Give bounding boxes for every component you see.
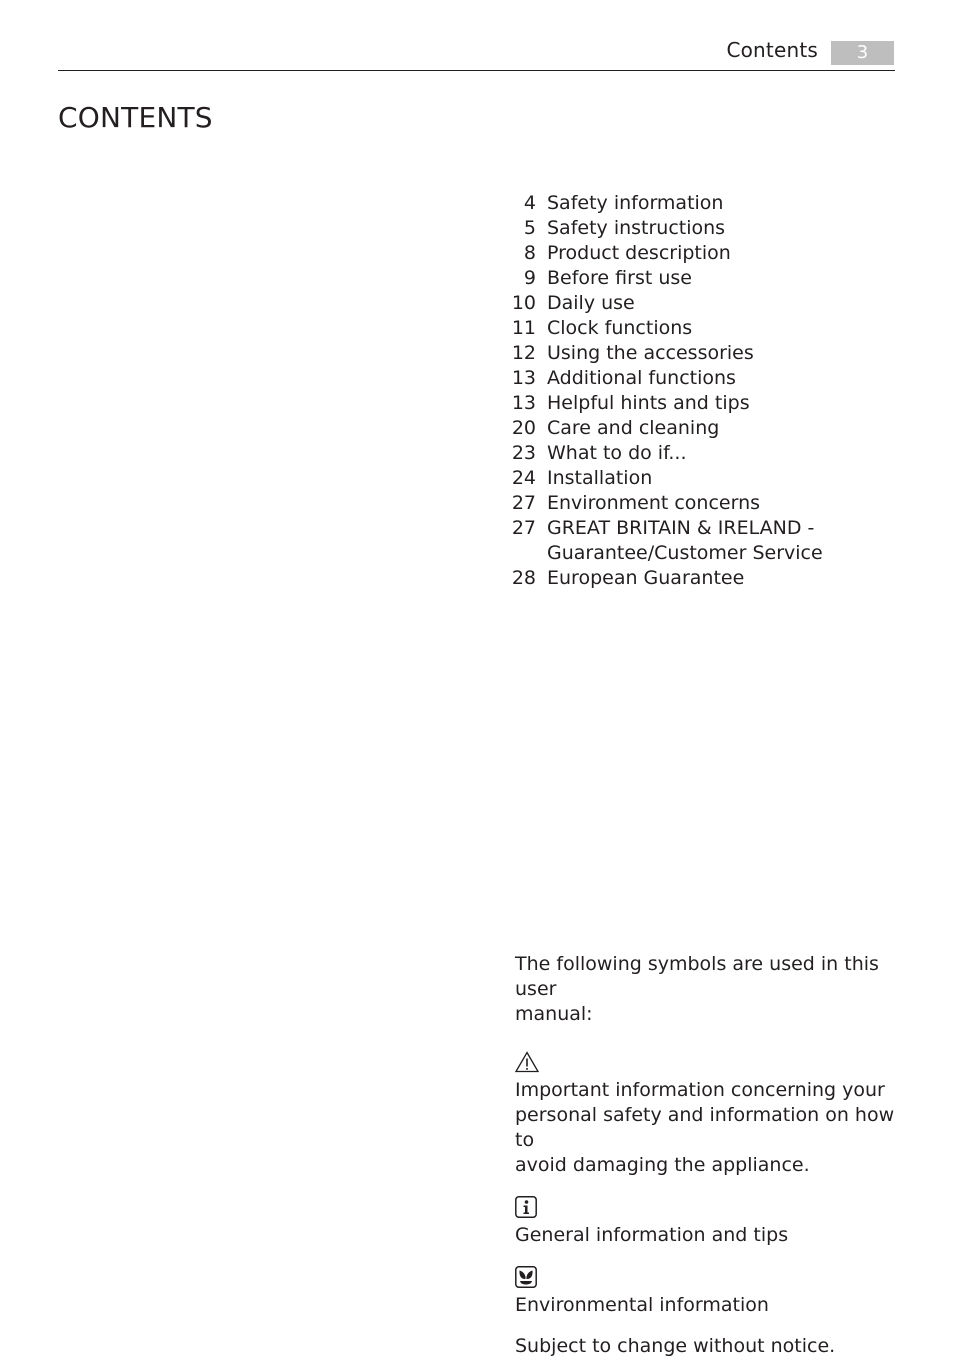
toc-entry[interactable] (505, 241, 905, 266)
toc-entry-continuation[interactable] (505, 541, 905, 566)
toc-page-number: 5 (523, 217, 536, 239)
toc-title: Environment concerns (547, 492, 761, 514)
toc-page-number: 12 (511, 342, 536, 364)
toc-entry[interactable] (505, 516, 905, 541)
toc-page-number: 11 (511, 317, 536, 339)
toc-page-number: 4 (523, 192, 536, 214)
info-description: General information and tips (515, 1224, 789, 1246)
toc-page-number: 28 (511, 567, 536, 589)
toc-title: Safety instructions (547, 217, 726, 239)
toc-title: Installation (547, 467, 653, 489)
toc-title: Product description (547, 242, 731, 264)
header-rule (58, 70, 895, 71)
toc-title: Safety information (547, 192, 724, 214)
warning-description-line: personal safety and information on how to (515, 1104, 895, 1151)
toc-entry[interactable] (505, 266, 905, 291)
toc-title: Before first use (547, 267, 692, 289)
toc-entry[interactable] (505, 491, 905, 516)
toc-title: Care and cleaning (547, 417, 720, 439)
toc-entry[interactable] (505, 341, 905, 366)
toc-page-number: 24 (511, 467, 536, 489)
symbols-intro-line: manual: (515, 1003, 593, 1025)
toc-page-number: 13 (511, 367, 536, 389)
toc-entry[interactable] (505, 566, 905, 591)
info-icon (515, 1196, 537, 1218)
toc-title: Daily use (547, 292, 635, 314)
toc-title: What to do if... (547, 442, 687, 464)
toc-title: Additional functions (547, 367, 736, 389)
change-notice: Subject to change without notice. (515, 1335, 836, 1357)
toc-title: Using the accessories (547, 342, 754, 364)
toc-page-number: 8 (523, 242, 536, 264)
warning-description-line: Important information concerning your (515, 1079, 885, 1101)
toc-page-number-blank (505, 541, 536, 566)
toc-page-number: 27 (511, 517, 536, 539)
toc-entry[interactable] (505, 441, 905, 466)
header-section-label: Contents (726, 38, 818, 62)
toc-title-continuation: Guarantee/Customer Service (547, 542, 823, 564)
warning-description-line: avoid damaging the appliance. (515, 1154, 810, 1176)
toc-title: Helpful hints and tips (547, 392, 750, 414)
toc-entry[interactable] (505, 316, 905, 341)
toc-title: Clock functions (547, 317, 693, 339)
page-title: CONTENTS (58, 101, 213, 134)
toc-entry[interactable] (505, 291, 905, 316)
toc-title: GREAT BRITAIN & IRELAND - (547, 517, 815, 539)
warning-triangle-icon (515, 1051, 539, 1073)
toc-entry[interactable] (505, 466, 905, 491)
page-number-badge: 3 (831, 41, 894, 65)
toc-page-number: 23 (511, 442, 536, 464)
environment-icon (515, 1266, 537, 1288)
toc-entry[interactable] (505, 216, 905, 241)
symbols-intro-line: The following symbols are used in this user (515, 953, 879, 1000)
toc-page-number: 20 (511, 417, 536, 439)
table-of-contents (505, 191, 905, 591)
symbols-legend (515, 952, 905, 1359)
toc-entry[interactable] (505, 366, 905, 391)
toc-entry[interactable] (505, 391, 905, 416)
toc-page-number: 27 (511, 492, 536, 514)
environment-description: Environmental information (515, 1294, 769, 1316)
toc-title: European Guarantee (547, 567, 745, 589)
toc-entry[interactable] (505, 191, 905, 216)
toc-page-number: 10 (511, 292, 536, 314)
toc-page-number: 13 (511, 392, 536, 414)
toc-entry[interactable] (505, 416, 905, 441)
toc-page-number: 9 (523, 267, 536, 289)
